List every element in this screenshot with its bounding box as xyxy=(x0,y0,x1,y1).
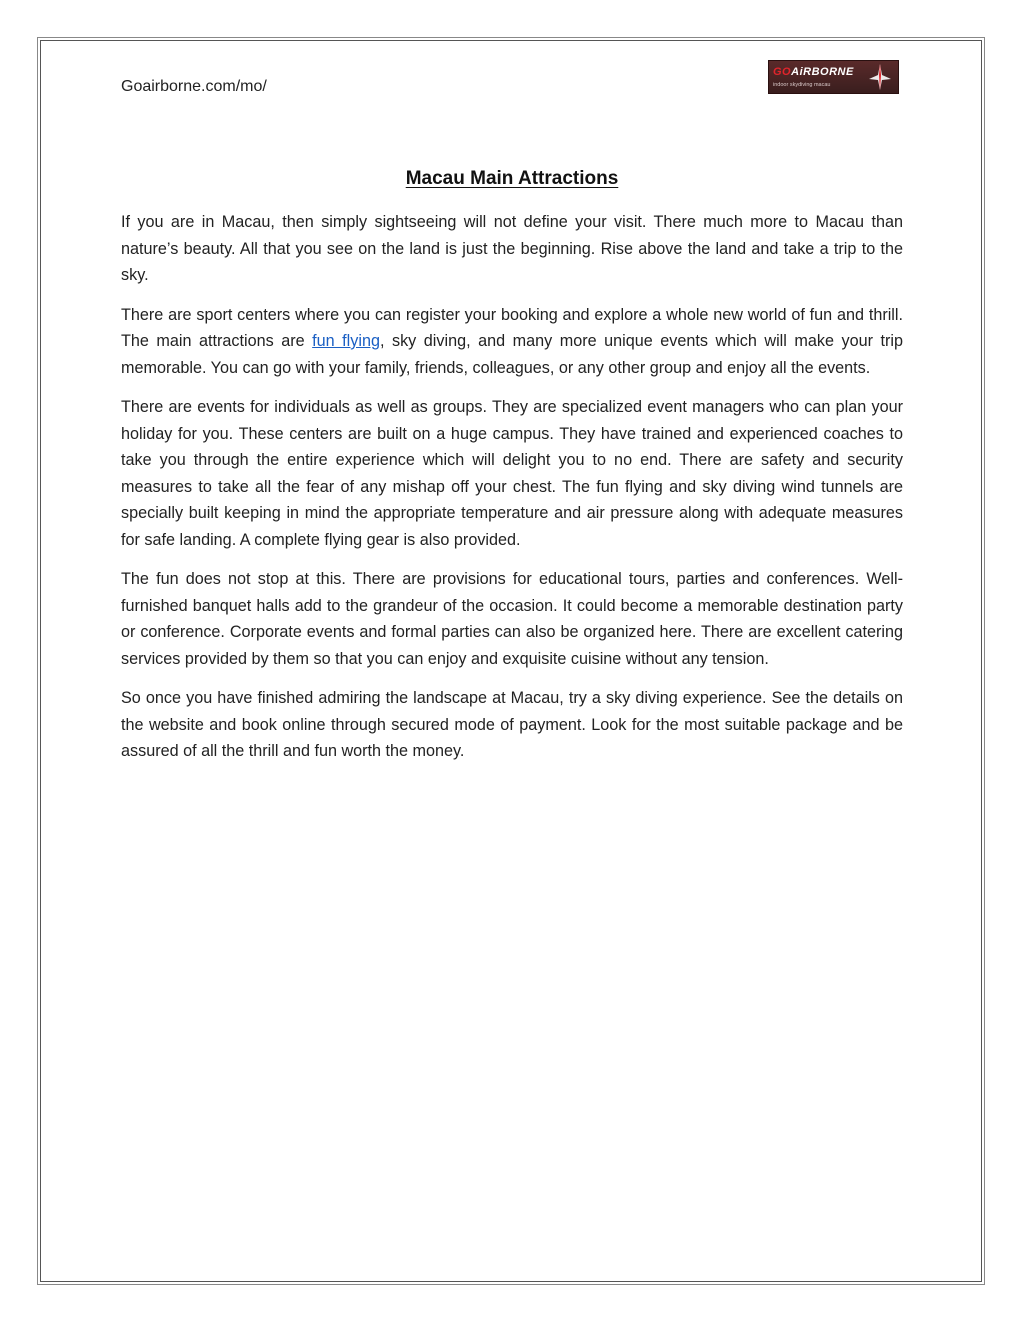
paragraph-4: The fun does not stop at this. There are provisions for educational tours, parties and conferences. Well-furnished banquet halls add to the grandeur of the occasion. It could become a memorable destination party or conference. Corporate events and formal parties can also be organized here. There are excellent catering services provided by them so that you can enjoy and exquisite cuisine without any tension. xyxy=(121,570,903,668)
fun-flying-link[interactable]: fun flying xyxy=(312,332,380,350)
document-title-text: Macau Main Attractions xyxy=(405,168,619,189)
logo-brand-rest: AiRBORNE xyxy=(791,66,854,78)
logo-tagline: indoor skydiving macau xyxy=(773,82,831,88)
paragraph-3: There are events for individuals as well as groups. They are specialized event managers who can plan your holiday for you. These centers are built on a huge campus. They have trained and experienced coaches to take you through the entire experience which will delight you to no end. There are safety and security measures to take all the fear of any mishap off your chest. The fun flying and sky diving wind tunnels are specially built keeping in mind the appropriate temperature and air pressure along with adequate measures for safe landing. A complete flying gear is also provided. xyxy=(121,398,903,549)
document-body xyxy=(121,209,903,778)
paragraph-2-after-link: , sky diving, and many more unique events which will make your trip memorable. You can go with your family, friends, colleagues, or any other group and enjoy all the events. xyxy=(121,332,903,377)
paragraph-2-before-link: There are sport centers where you can register your booking and explore a whole new world of fun and thrill. The main attractions are xyxy=(121,305,903,350)
document-title xyxy=(0,168,1024,190)
paragraph-1: If you are in Macau, then simply sightseeing will not define your visit. There much more to Macau than nature’s beauty. All that you see on the land is just the beginning. Rise above the land and take a trip to the sky. xyxy=(121,213,903,284)
airplane-icon xyxy=(868,63,892,91)
site-url: Goairborne.com/mo/ xyxy=(121,78,267,95)
goairborne-logo xyxy=(768,60,899,94)
logo-brand-text xyxy=(773,66,854,78)
paragraph-5: So once you have finished admiring the landscape at Macau, try a sky diving experience. See the details on the website and book online through secured mode of payment. Look for the most suitable package and be assured of all the thrill and fun worth the money. xyxy=(121,689,903,760)
paragraph-2 xyxy=(121,302,903,382)
logo-brand-go: GO xyxy=(773,66,792,78)
